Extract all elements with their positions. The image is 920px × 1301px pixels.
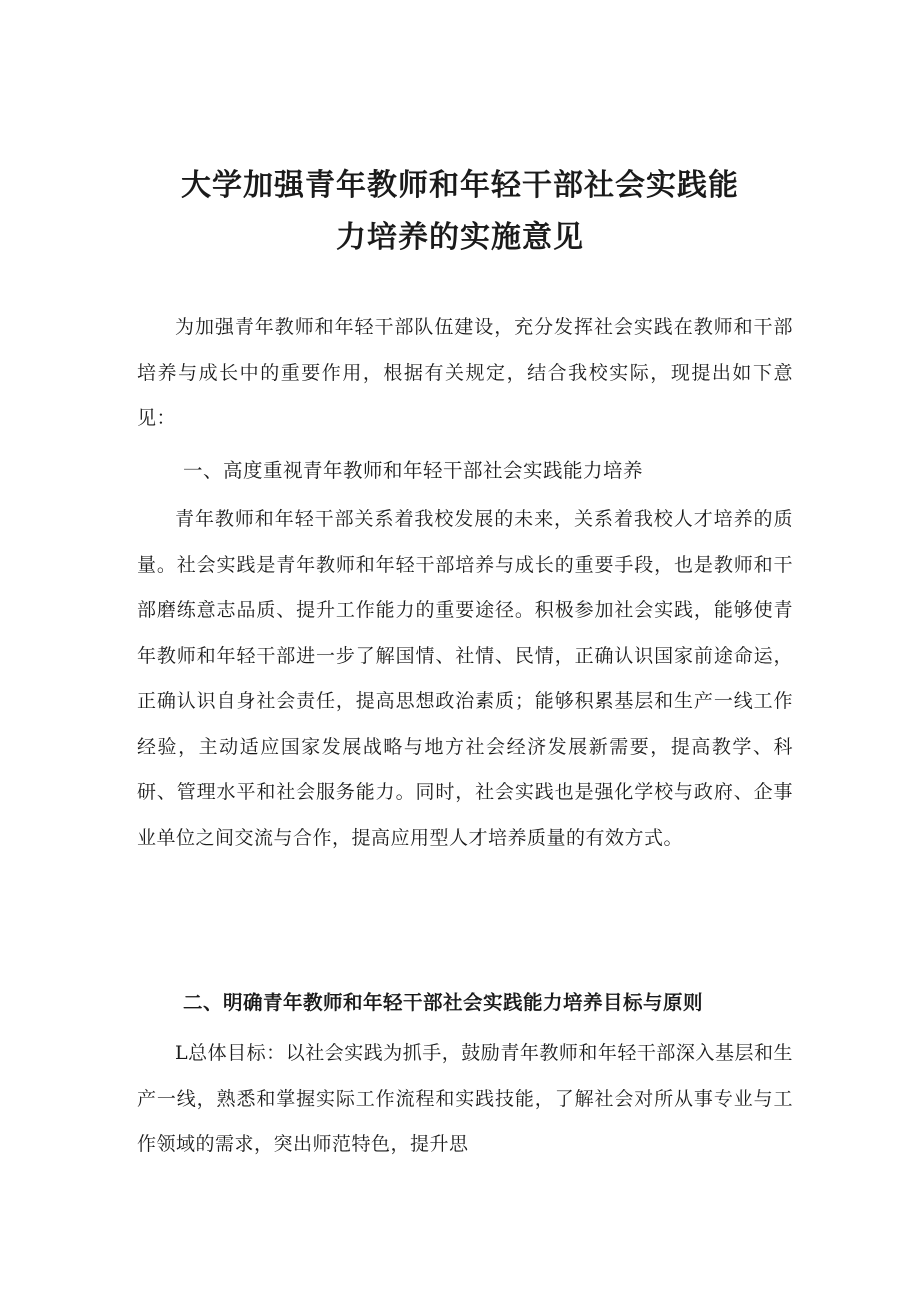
section-2-paragraph: L总体目标：以社会实践为抓手，鼓励青年教师和年轻干部深入基层和生产一线，熟悉和掌握实际工作流程和实践技能，了解社会对所从事专业与工作领域的需求，突出师范特色，提升思 <box>137 1042 793 1155</box>
title-line-2: 力培养的实施意见 <box>336 220 584 255</box>
section-1-heading: 一、高度重视青年教师和年轻干部社会实践能力培养 <box>183 459 644 482</box>
section-1-paragraph: 青年教师和年轻干部关系着我校发展的未来，关系着我校人才培养的质量。社会实践是青年教师和年轻干部培养与成长的重要手段，也是教师和干部磨练意志品质、提升工作能力的重要途径。积极参加社会实践，能够使青年教师和年轻干部进一步了解国情、社情、民情，正确认识国家前途命运，正确认识自身社会责任，提高思想政治素质；能够积累基层和生产一线工作经验，主动适应国家发展战略与地方社会经济发展新需要，提高教学、科研、管理水平和社会服务能力。同时，社会实践也是强化学校与政府、企事业单位之间交流与合作，提高应用型人才培养质量的有效方式。 <box>137 508 793 849</box>
intro-block <box>137 305 793 442</box>
document-title <box>120 160 800 264</box>
section-2-heading: 二、明确青年教师和年轻干部社会实践能力培养目标与原则 <box>183 991 704 1014</box>
section-1-block <box>137 497 793 861</box>
section-2-block <box>137 1031 793 1168</box>
title-line-1: 大学加强青年教师和年轻干部社会实践能 <box>181 168 739 203</box>
intro-paragraph: 为加强青年教师和年轻干部队伍建设，充分发挥社会实践在教师和干部培养与成长中的重要作用，根据有关规定，结合我校实际，现提出如下意见： <box>137 316 793 429</box>
